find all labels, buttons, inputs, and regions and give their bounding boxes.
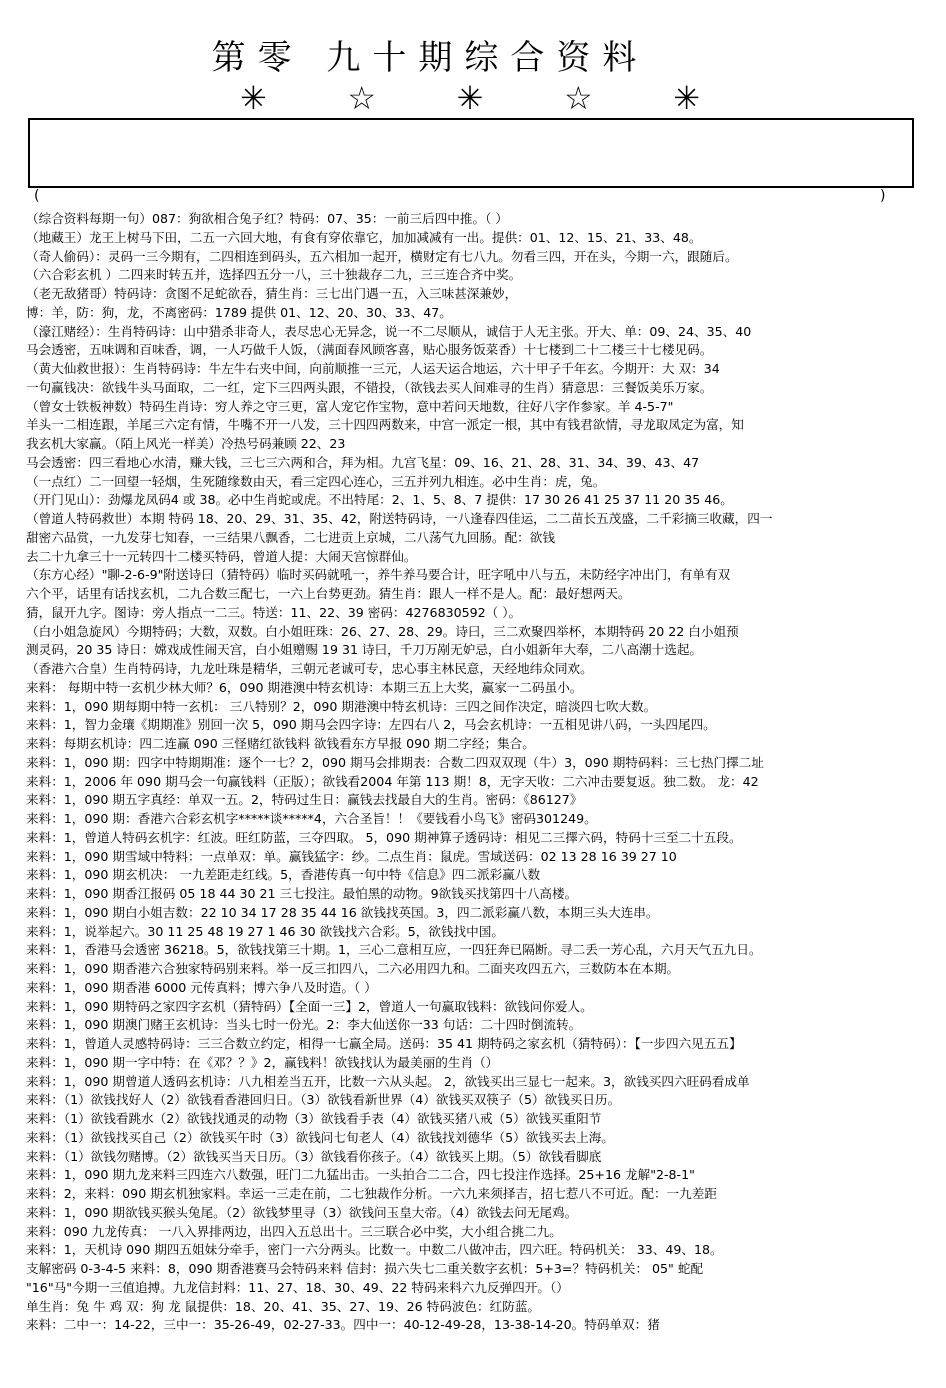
text-line: 来料：1，090 期一字中特：在《邓？？》2，赢钱料！欲钱找认为最美丽的生肖（） xyxy=(26,1054,499,1070)
text-line: 我玄机大家赢。（陌上风光一样美）冷热号码兼顾 22、23 xyxy=(26,436,346,451)
text-line: 甜密六品赏，一九发芽七知春，一三结果八飘香，二七进贡上京城，二八荡气九回肠。配：欲钱 xyxy=(26,529,555,545)
text-line: （开门见山）：劲爆龙凤码4 或 38。必中生肖蛇或虎。不出特尾：2、1、5、8、7 提供：17 30 26 41 25 37 11 20 35 46。 xyxy=(26,492,733,508)
text-line: 来料：1，090 期每期中特一玄机： 三八特别？2，090 期港澳中特玄机诗：三四之间作决定，暗淡四七吹大数。 xyxy=(26,698,657,714)
asterisk-icon: ✳ xyxy=(240,79,267,117)
text-line: （香港六合皇）生肖特码诗，九龙吐珠是精华，三朝元老诚可专，忠心事主林民意，天经地纬众同欢。 xyxy=(26,661,593,676)
asterisk-icon: ✳ xyxy=(673,79,700,117)
text-line: 测灵码，20 35 诗日：嫦戏成性闹天宫，白小姐赠赐 19 31 诗曰，千刀万剐无妒忌，白小姐新年大奉，二八高潮十选起。 xyxy=(26,642,703,658)
text-line: 马会透密，五味调和百味香，调，一人巧做千人饭，（满面春风顾客喜，贴心服务饭菜香）十七楼到二十二楼三十七楼见码。 xyxy=(26,342,713,358)
star-icon: ☆ xyxy=(563,79,593,117)
text-line: 来料： 每期中特一玄机少林大师？6，090 期港澳中特玄机诗：本期三五上大奖，赢家一二码虽小。 xyxy=(26,679,583,695)
text-line: 支解密码 0-3-4-5 来料：8，090 期香港赛马会特码来料 信封：损六失七二重关数字玄机：5+3=？特码机关： 05" 蛇配 xyxy=(26,1261,704,1276)
text-line: （地藏王）龙王上树马下田，二五一六回大地，有食有穿依靠它，加加减减有一出。提供：01、12、15、21、33、48。 xyxy=(26,229,702,245)
text-line: 来料：1，090 期香港 6000 元传真料；博六争八及时造。（ ） xyxy=(26,979,377,995)
text-line: 来料：1，天机诗 090 期四五姐妹分牵手，密门一六分两头。比数一。中数二八做冲击，四六旺。特码机关： 33、49、18。 xyxy=(26,1242,723,1258)
text-line: 来料：1，090 期：四字中特期期准：逐个一七？2，090 期马会排期表：合数二四双双现（牛）3，090 期特码料：三七热门擇二址 xyxy=(26,754,764,770)
text-line: 来料：（1）欲钱找好人（2）欲钱看香港回归日。（3）欲钱看新世界（4）欲钱买双筷子（5）欲钱买日历。 xyxy=(26,1092,621,1108)
text-line: 来料：1，090 期：香港六合彩玄机字*****谈*****4，六合圣旨！！《要钱看小鸟飞》密码301249。 xyxy=(26,811,597,826)
text-line: （黄大仙救世报）：生肖特码诗：牛左牛右夹中间，向前顺推一三元，人运天运合地运，六十甲子千年玄。今期开：大 双：34 xyxy=(26,361,720,376)
text-line: 去二十九拿三十一元转四十二楼买特码，曾道人提：大闹天宫惊群仙。 xyxy=(26,548,417,564)
text-line: 来料：1，090 期曾道人透码玄机诗：八九相差当五开，比数一六从头起。 2，欲钱买出三显七一起来。3，欲钱买四六旺码看成单 xyxy=(26,1073,750,1089)
text-line: 单生肖：兔 牛 鸡 双：狗 龙 鼠提供：18、20、41、35、27、19、26 特码波色：红防蓝。 xyxy=(26,1298,541,1314)
text-line: 来料：090 九龙传真： 一八入界排两边，出四入五总出十。三三联合必中奖，大小组合挑二九。 xyxy=(26,1223,562,1239)
text-line: 六个平，话里有话找玄机，二九合数三配七，一六上台势更劲。猜生肖：跟人一样不是人。配：最好想两天。 xyxy=(26,586,631,601)
text-line: 来料：1，090 期五字真经：单双一五。2，特码过生日：赢钱去找最自大的生肖。密码：《86127》 xyxy=(26,792,583,808)
text-line: 来料：1，090 期特码之家四字玄机（猜特码）【全面一三】2，曾道人一句赢取钱料：欲钱问你爱人。 xyxy=(26,998,593,1014)
text-line: 来料：1，090 期香港六合独家特码别来料。举一反三扣四八，二六必用四九和。二面夹攻四五六，三数防本在本期。 xyxy=(26,961,680,976)
text-line: 来料：1，090 期白小姐吉数：22 10 34 17 28 35 44 16 欲钱找英国。3，四二派彩赢八数，本期三头大连串。 xyxy=(26,904,659,920)
paren-open: ( xyxy=(34,188,40,204)
text-line: （综合资料每期一句）087：狗欲相合兔子红？特码：07、35：一前三后四中推。（ ） xyxy=(26,211,508,226)
text-line: （一点红）二一回望一轻烟，生死随缘数由天，看三定四心连心，三五并列九相连。必中生肖：虎，兔。 xyxy=(26,473,606,489)
paren-close: ) xyxy=(880,188,886,204)
text-line: 来料：1，090 期澳门赌王玄机诗：当头七时一份光。2：李大仙送你一33 句话：二十四时倒流转。 xyxy=(26,1017,582,1033)
stars-row xyxy=(240,78,700,118)
text-line: （老无敌猪哥）特码诗：贪图不足蛇欲吞，猜生肖：三七出门遇一五，入三味甚深兼妙， xyxy=(26,286,518,301)
text-line: 来料：每期玄机诗：四二连赢 090 三怪赌红欲钱料 欲钱看东方早报 090 期二字经；集合。 xyxy=(26,736,535,751)
text-line: 来料：1，曾道人特码玄机字：红波。旺红防蓝，三夺四取。 5，090 期神算子透码诗：相见二三擇六码，特码十三至二十五段。 xyxy=(26,829,742,845)
text-line: 来料：1，说举起六。30 11 25 48 19 27 1 46 30 欲钱找六合彩。5，欲钱找中国。 xyxy=(26,923,504,939)
text-line: 来料：（1）欲钱看跳水（2）欲钱找通灵的动物（3）欲钱看手表（4）欲钱买猪八戒（5）欲钱买重阳节 xyxy=(26,1111,602,1126)
text-line: （六合彩玄机 ）二四来时转五并，选择四五分一八，三十独裁存二九，三三连合齐中奖。 xyxy=(26,267,522,283)
empty-banner-box xyxy=(28,118,914,188)
text-line: 来料：1，090 期雪域中特料：一点单双：单。赢钱猛字：纱。二点生肖：鼠虎。雪域送码：02 13 28 16 39 27 10 xyxy=(26,848,677,864)
text-line: 博：羊，防：狗，龙，不离密码：1789 提供 01、12、20、30、33、47。 xyxy=(26,304,452,320)
text-line: 来料：1，智力金瓖《期期准》别回一次 5，090 期马会四字诗：左四右八 2，马会玄机诗：一五相见讲八码，一头四尾四。 xyxy=(26,717,716,733)
text-line: （曾道人特码救世）本期 特码 18、20、29、31、35、42，附送特码诗，一八逢春四佳运，二二苗长五茂盛，二千彩摘三收藏，四一 xyxy=(26,511,773,526)
text-line: 猜，鼠开九字。图诗：旁人指点一二三。特送：11、22、39 密码：4276830592（ ）。 xyxy=(26,604,522,620)
asterisk-icon: ✳ xyxy=(456,79,484,117)
text-line: 来料：1，2006 年 090 期马会一句赢钱料（正版）；欲钱看2004 年第 113 期！8，无字天收：二六冲击要复返。独二数。 龙：42 xyxy=(26,773,759,789)
text-line: （奇人偷码）：灵码一三今期有，二四相连到码头，五六相加一起开，横财定有七八九。勿看三四，开在头，今期一六，跟随后。 xyxy=(26,248,738,264)
text-line: 羊头一二相连跟，羊尾三六定有情，牛嘴不开一八发，三十四四两数来，中宫一派定一根，其中有钱君欲情，寻龙取凤定为富，知 xyxy=(26,417,744,433)
text-line: "16"马"今期一三值追搏。九龙信封料：11、27、18、30、49、22 特码来料六九反弹四开。（） xyxy=(26,1279,569,1295)
text-line: 来料：1，香港马会透密 36218。5，欲钱找第三十期。1，三心二意相互应，一四狂奔已隔断。寻二丢一芳心乱，六月天气五九日。 xyxy=(26,942,762,958)
text-line: 来料：1，曾道人灵感特码诗：三三合数立约定，相得一七赢全局。送码：35 41 期特码之家玄机（猜特码）：【一步四六见五五】 xyxy=(26,1036,742,1051)
text-line: 一句赢钱决：欲钱牛头马面取，二一红，定下三四两头跟，不错投，（欲钱去买人间难寻的生肖）猜意思：三餐饭美乐万家。 xyxy=(26,379,713,395)
text-line: （白小姐急旋风）今期特码；大数，双数。白小姐旺珠：26、27、28、29。诗曰，三二欢聚四举杯，本期特码 20 22 白小姐预 xyxy=(26,623,739,639)
text-line: 来料：1，090 期九龙来料三四连六八数强，旺门二九猛出击。一头拍合二二合，四七投注作选择。25+16 龙解"2-8-1" xyxy=(26,1167,695,1183)
content-lines xyxy=(26,210,926,1335)
text-line: 来料：二中一：14-22，三中一：35-26-49，02-27-33。四中一：40-12-49-28，13-38-14-20。特码单双：猪 xyxy=(26,1317,660,1333)
text-line: （濠江赌经）：生肖特码诗：山中猎杀非奇人，表尽忠心无异念，说一不二尽顺从，诚信于人无主张。开大、单：09、24、35、40 xyxy=(26,323,752,339)
text-line: （曾女士铁板神数）特码生肖诗：穷人养之守三更，富人宠它作宝物，意中若问天地数，往好八字作参家。羊 4-5-7" xyxy=(26,398,674,414)
text-line: 来料：（1）欲钱找买自己（2）欲钱买午时（3）欲钱问七旬老人（4）欲钱找刘德华（5）欲钱买去上海。 xyxy=(26,1129,614,1145)
text-line: （东方心经）"聊-2-6-9"附送诗曰（猜特码）临时买码就吼一，养牛养马要合计，旺字吼中八与五，未防经字冲出门，有单有双 xyxy=(26,567,731,583)
star-icon: ☆ xyxy=(347,79,377,117)
text-line: 来料：（1）欲钱勿赌博。（2）欲钱买当天日历。（3）欲钱看你孩子。（4）欲钱买上期。（5）欲钱看脚底 xyxy=(26,1148,602,1164)
text-line: 来料：2，来料：090 期玄机独家料。幸运一三走在前，二七独裁作分析。一六九来须择吉，招七惹八不可近。配：一九差距 xyxy=(26,1186,717,1201)
page-title: 第零 九十期综合资料 xyxy=(211,38,649,78)
text-line: 马会透密：四三看地心水清，赚大钱，三七三六两和合，拜为相。九宫飞星：09、16、21、28、31、34、39、43、47 xyxy=(26,454,700,470)
text-line: 来料：1，090 期玄机决： 一九差距走红线。5，香港传真一句中特《信息》四二派彩赢八数 xyxy=(26,867,541,883)
text-line: 来料：1，090 期欲钱买猴头兔尾。（2）欲钱梦里寻（3）欲钱问玉皇大帝。（4）欲钱去问无尾鸡。 xyxy=(26,1204,578,1220)
text-line: 来料：1，090 期香江报码 05 18 44 30 21 三七投注。最怕黑的动物。9欲钱买找第四十八高楼。 xyxy=(26,886,578,901)
